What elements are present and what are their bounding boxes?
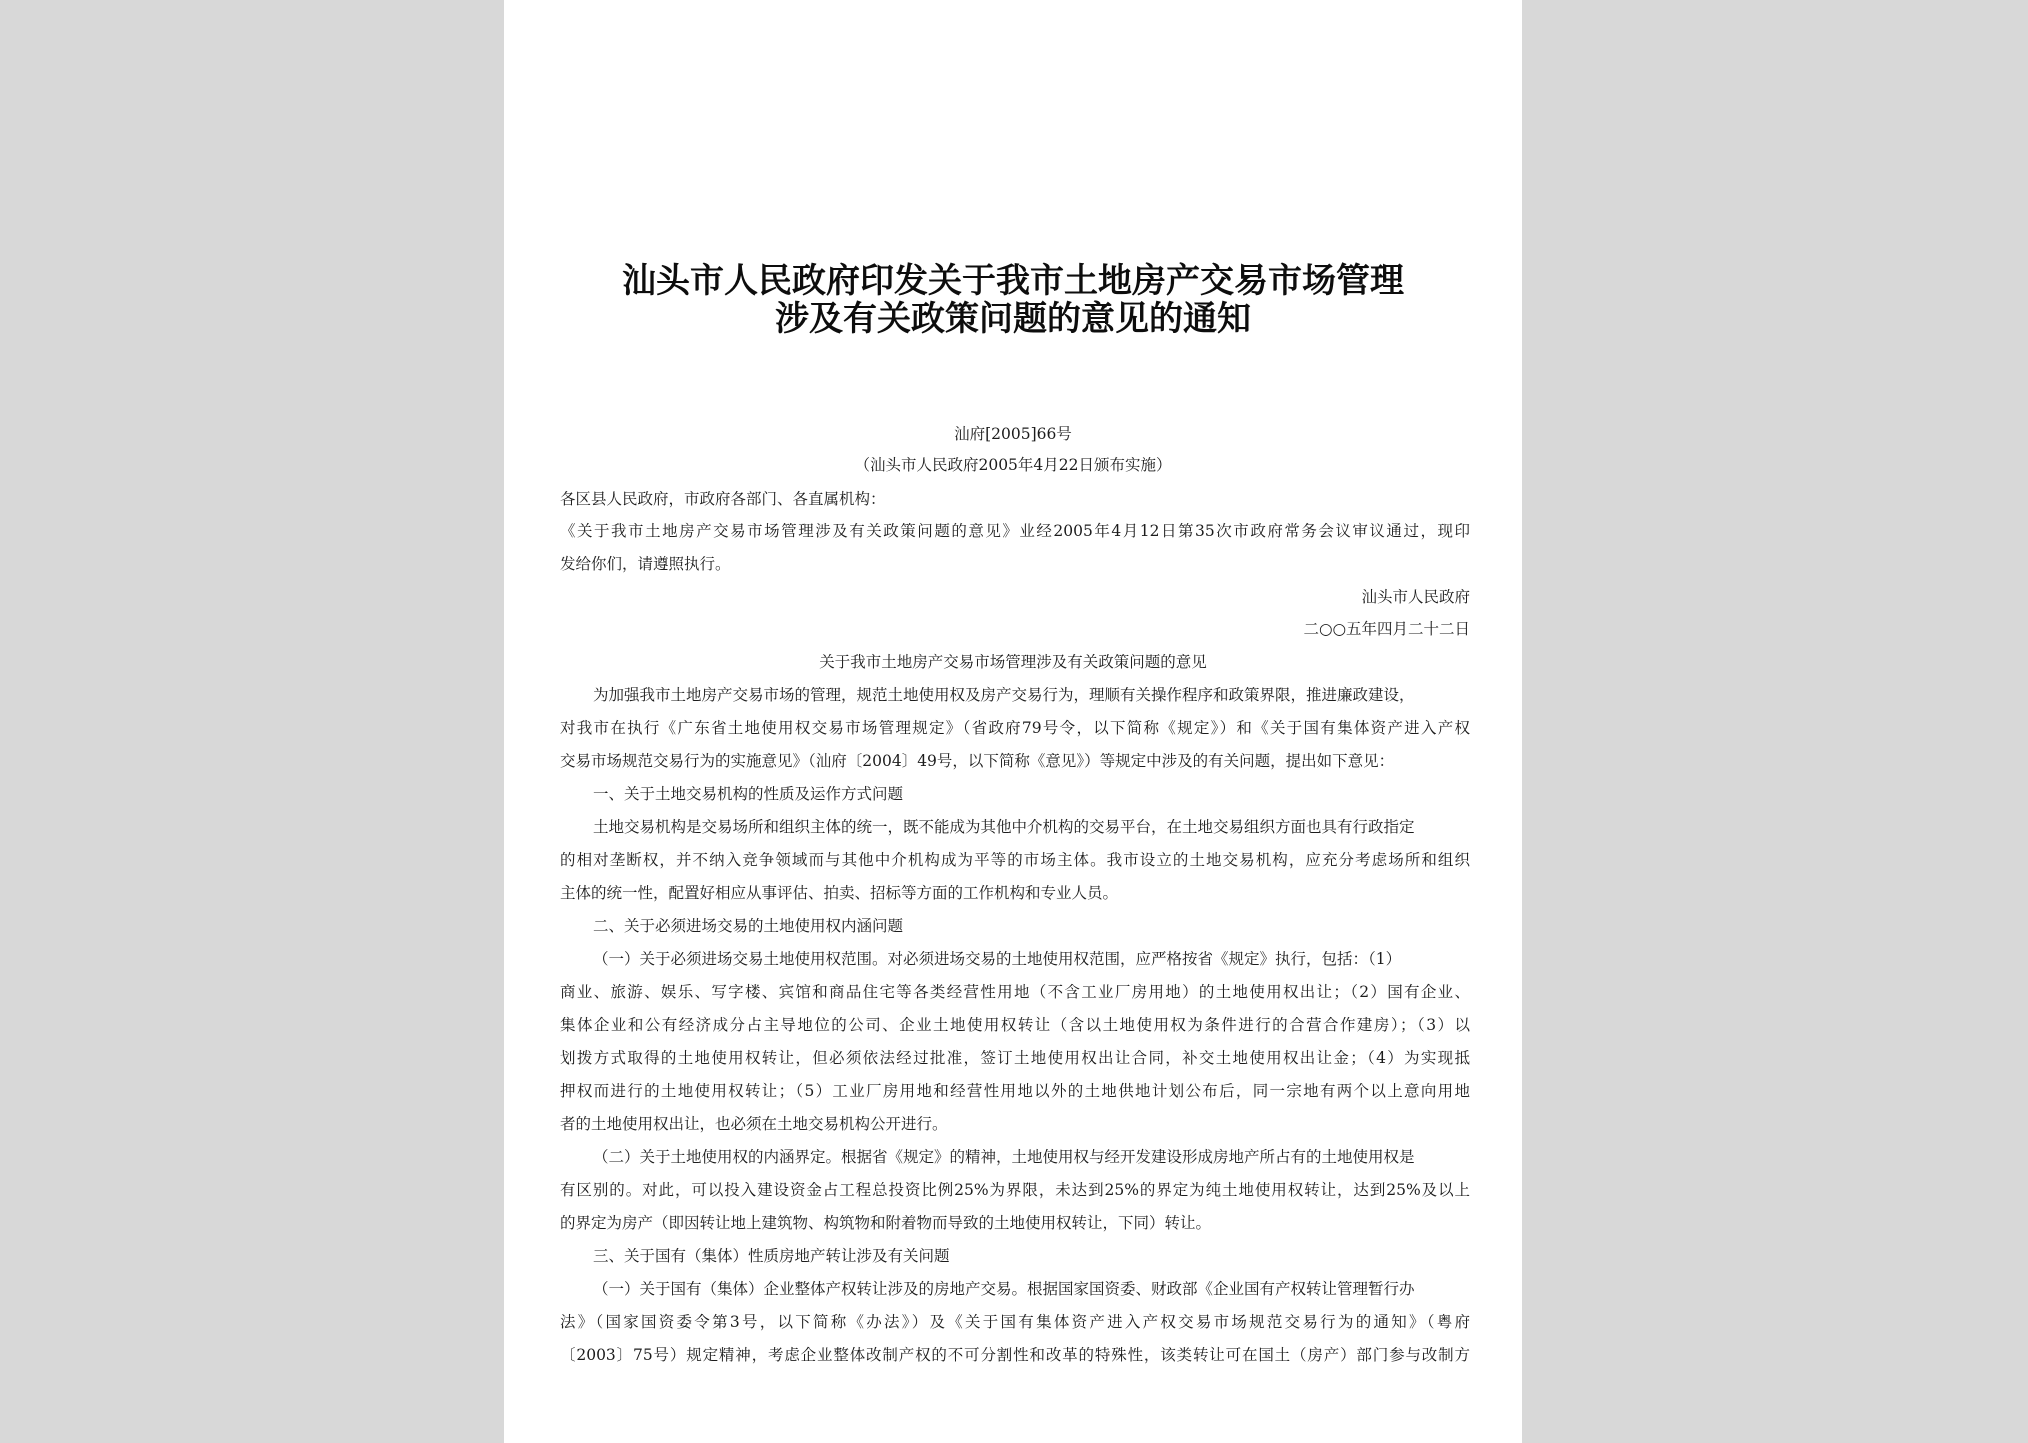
body-line: 押权而进行的土地使用权转让；（5）工业厂房用地和经营性用地以外的土地供地计划公布后，同一宗地有两个以上意向用地: [560, 1082, 1470, 1100]
body-line: 〔2003〕75号）规定精神，考虑企业整体改制产权的不可分割性和改革的特殊性，该类转让可在国土（房产）部门参与改制方: [560, 1346, 1470, 1364]
body-line: （一）关于国有（集体）企业整体产权转让涉及的房地产交易。根据国家国资委、财政部《企业国有产权转让管理暂行办: [593, 1280, 1415, 1298]
document-title-line-2: 涉及有关政策问题的意见的通知: [775, 299, 1251, 339]
body-line: 土地交易机构是交易场所和组织主体的统一，既不能成为其他中介机构的交易平台，在土地交易组织方面也具有行政指定: [593, 818, 1415, 836]
section-heading: 二、关于必须进场交易的土地使用权内涵问题: [593, 917, 904, 935]
document-number: 汕府[2005]66号: [954, 425, 1072, 443]
sign-date: 二○○五年四月二十二日: [1303, 620, 1470, 638]
document-page: [504, 0, 1522, 1443]
body-line: 的界定为房产（即因转让地上建筑物、构筑物和附着物而导致的土地使用权转让，下同）转让。: [560, 1214, 1212, 1232]
body-line: 为加强我市土地房产交易市场的管理，规范土地使用权及房产交易行为，理顺有关操作程序和政策界限，推进廉政建设，: [593, 686, 1415, 704]
body-line: 商业、旅游、娱乐、写字楼、宾馆和商品住宅等各类经营性用地（不含工业厂房用地）的土地使用权出让；（2）国有企业、: [560, 983, 1470, 1001]
opinion-title: 关于我市土地房产交易市场管理涉及有关政策问题的意见: [819, 653, 1207, 671]
issue-note: （汕头市人民政府2005年4月22日颁布实施）: [854, 456, 1172, 474]
intro-line-1: 《关于我市土地房产交易市场管理涉及有关政策问题的意见》业经2005年4月12日第35次市政府常务会议审议通过，现印: [560, 522, 1470, 540]
signer: 汕头市人民政府: [1361, 588, 1470, 606]
body-line: 主体的统一性，配置好相应从事评估、拍卖、招标等方面的工作机构和专业人员。: [560, 884, 1119, 902]
document-title-line-1: 汕头市人民政府印发关于我市土地房产交易市场管理: [622, 261, 1404, 301]
body-line: （一）关于必须进场交易土地使用权范围。对必须进场交易的土地使用权范围，应严格按省《规定》执行，包括：（1）: [593, 950, 1402, 968]
body-line: 集体企业和公有经济成分占主导地位的公司、企业土地使用权转让（含以土地使用权为条件进行的合营合作建房）；（3）以: [560, 1016, 1470, 1034]
body-line: 者的土地使用权出让，也必须在土地交易机构公开进行。: [560, 1115, 948, 1133]
section-heading: 一、关于土地交易机构的性质及运作方式问题: [593, 785, 904, 803]
body-line: 对我市在执行《广东省土地使用权交易市场管理规定》（省政府79号令，以下简称《规定》）和《关于国有集体资产进入产权: [560, 719, 1470, 737]
body-line: 法》（国家国资委令第3号，以下简称《办法》）及《关于国有集体资产进入产权交易市场规范交易行为的通知》（粤府: [560, 1313, 1470, 1331]
body-line: 划拨方式取得的土地使用权转让，但必须依法经过批准，签订土地使用权出让合同，补交土地使用权出让金；（4）为实现抵: [560, 1049, 1470, 1067]
section-heading: 三、关于国有（集体）性质房地产转让涉及有关问题: [593, 1247, 950, 1265]
body-line: 交易市场规范交易行为的实施意见》（汕府〔2004〕49号，以下简称《意见》）等规定中涉及的有关问题，提出如下意见：: [560, 752, 1395, 770]
body-line: 有区别的。对此，可以投入建设资金占工程总投资比例25%为界限，未达到25%的界定为纯土地使用权转让，达到25%及以上: [560, 1181, 1470, 1199]
addressee: 各区县人民政府，市政府各部门、各直属机构：: [560, 490, 886, 508]
body-line: （二）关于土地使用权的内涵界定。根据省《规定》的精神，土地使用权与经开发建设形成房地产所占有的土地使用权是: [593, 1148, 1415, 1166]
body-line: 的相对垄断权，并不纳入竞争领域而与其他中介机构成为平等的市场主体。我市设立的土地交易机构，应充分考虑场所和组织: [560, 851, 1470, 869]
intro-line-2: 发给你们，请遵照执行。: [560, 555, 731, 573]
